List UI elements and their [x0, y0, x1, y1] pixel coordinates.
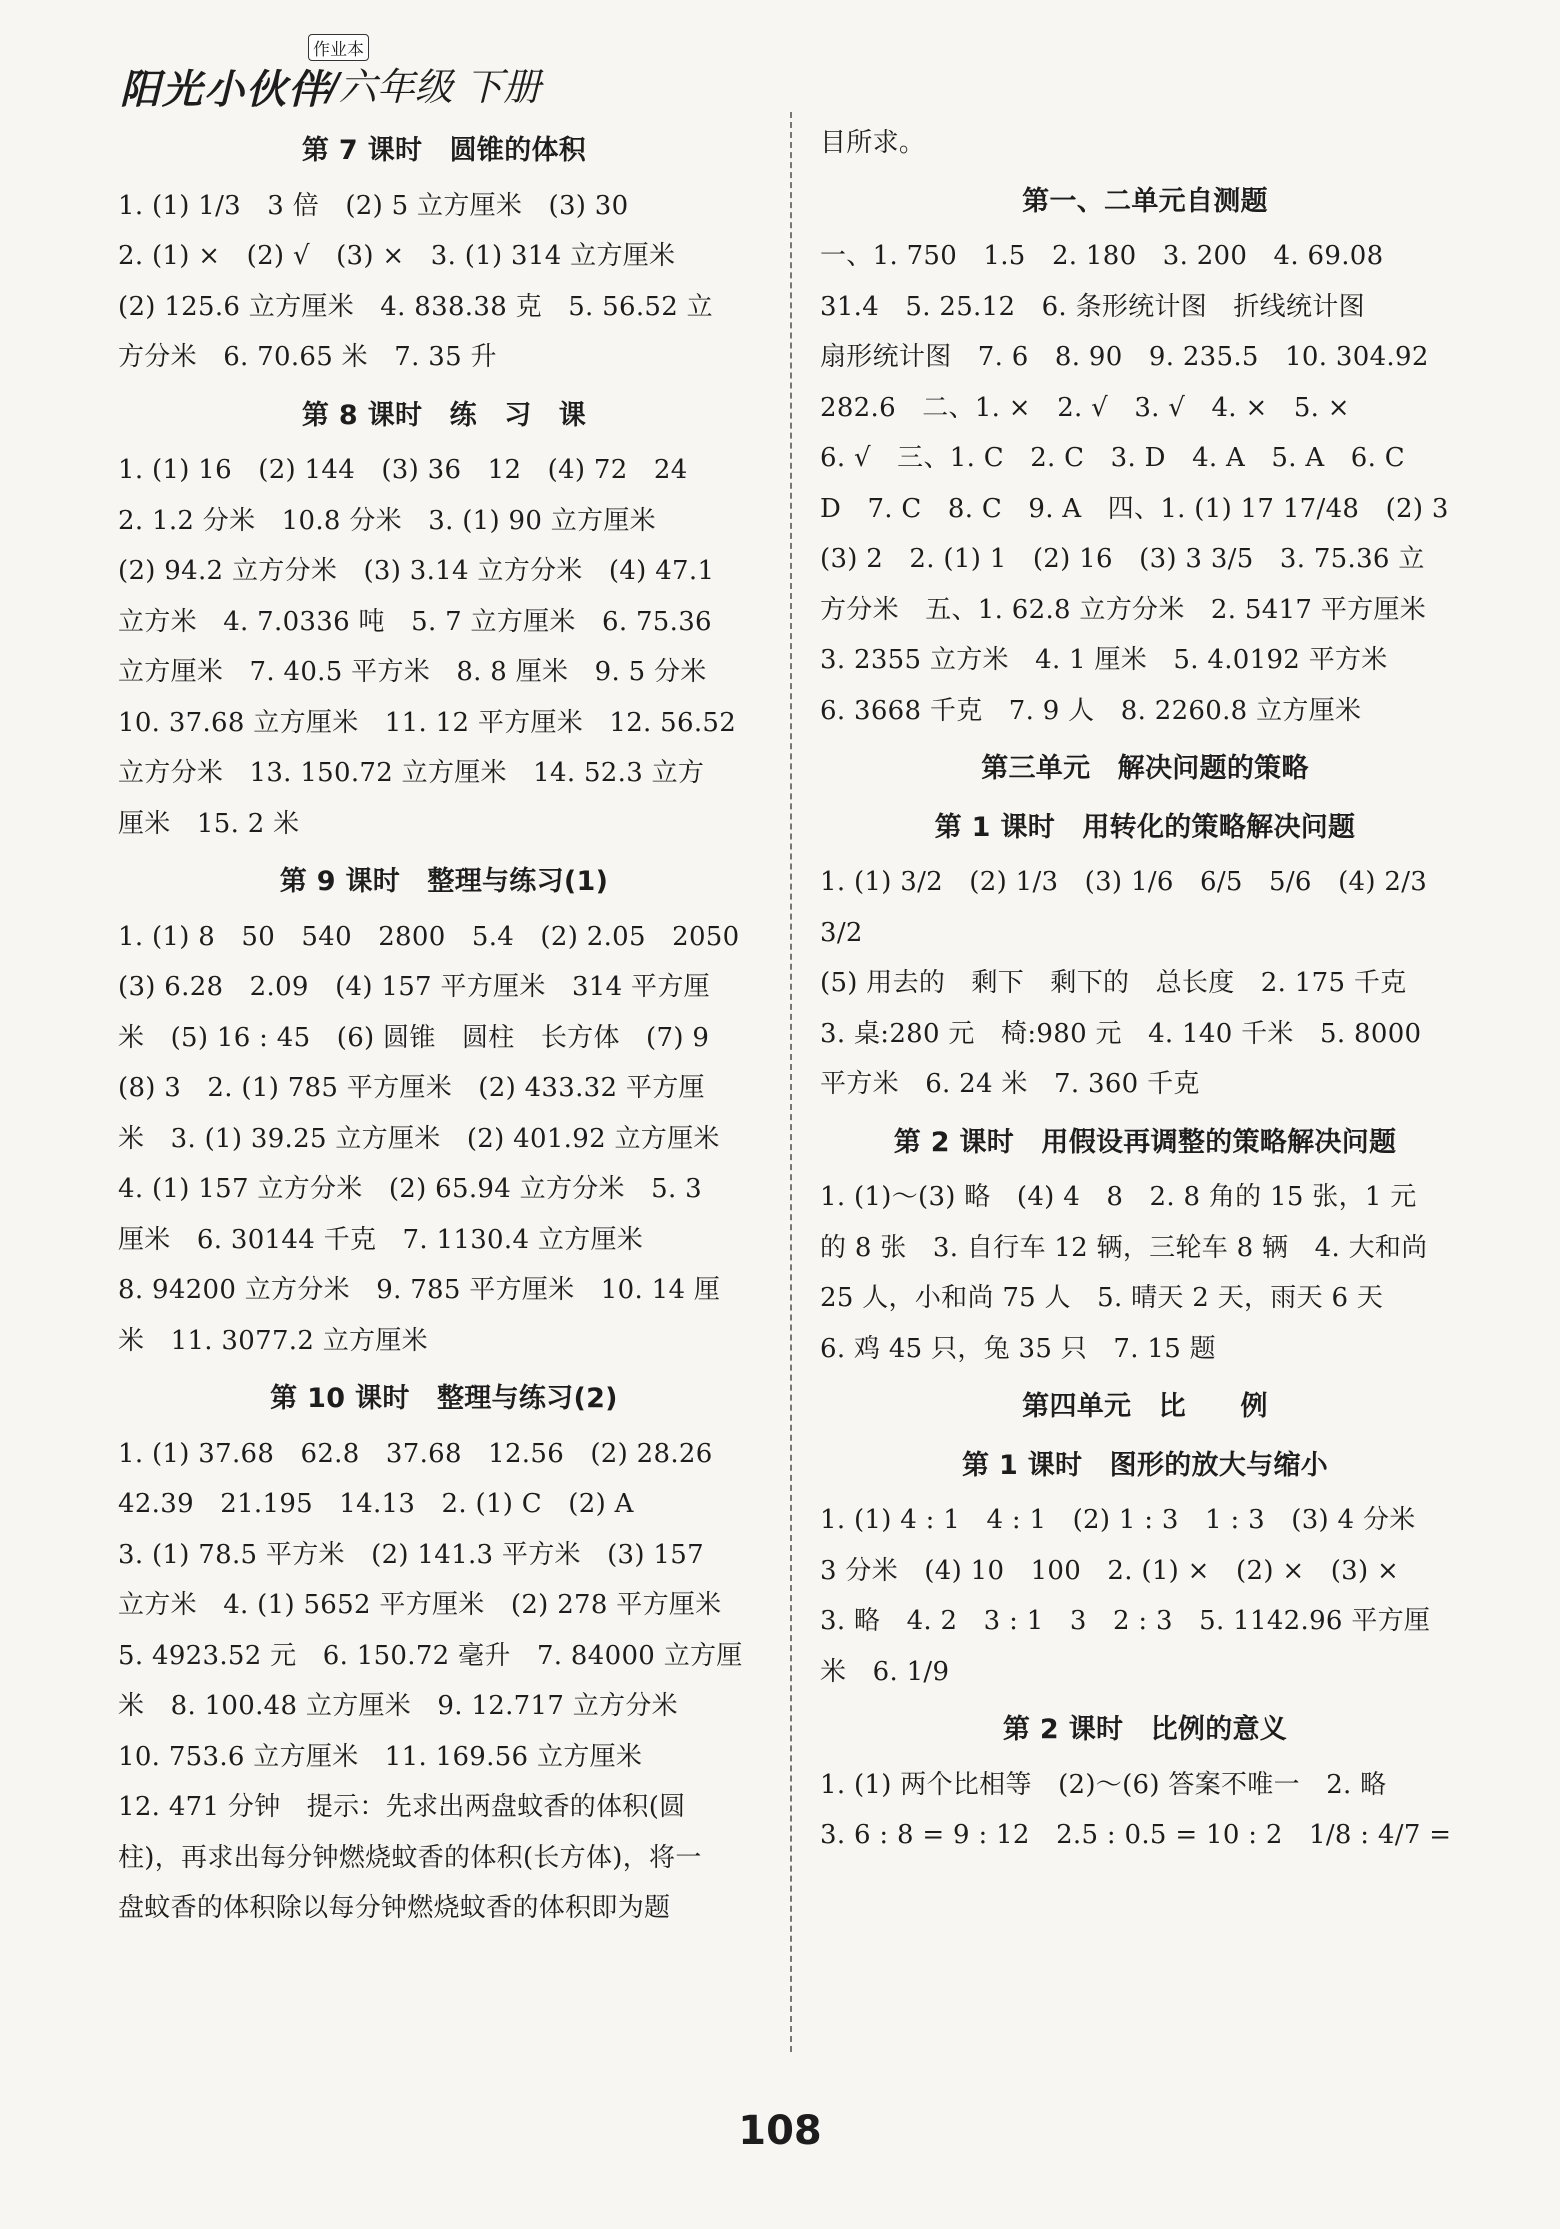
answer-line: 柱)，再求出每分钟燃烧蚊香的体积(长方体)，将一 — [118, 1842, 702, 1873]
answer-line: 6. √ 三、1. C 2. C 3. D 4. A 5. A 6. C — [820, 443, 1405, 473]
answer-line: 42.39 21.195 14.13 2. (1) C (2) A — [118, 1489, 634, 1519]
column-divider — [790, 112, 792, 2052]
answer-line: 盘蚊香的体积除以每分钟燃烧蚊香的体积即为题 — [118, 1893, 671, 1923]
answer-line: 方分米 五、1. 62.8 立方分米 2. 5417 平方厘米 — [820, 594, 1427, 625]
grade-label: /六年级 下册 — [326, 65, 541, 109]
right-column — [820, 118, 1470, 1861]
section-heading: 第 1 课时 用转化的策略解决问题 — [934, 811, 1356, 843]
answer-line: 的 8 张 3. 自行车 12 辆，三轮车 8 辆 4. 大和尚 — [820, 1232, 1428, 1263]
brand-title: 阳光小伙伴 — [120, 67, 330, 113]
answer-line: 2. (1) × (2) √ (3) × 3. (1) 314 立方厘米 — [118, 241, 676, 271]
answer-line: 米 8. 100.48 立方厘米 9. 12.717 立方分米 — [118, 1691, 678, 1721]
answer-line: 10. 753.6 立方厘米 11. 169.56 立方厘米 — [118, 1741, 643, 1772]
answer-line: 一、1. 750 1.5 2. 180 3. 200 4. 69.08 — [820, 241, 1384, 271]
answer-line: 米 6. 1/9 — [820, 1656, 950, 1687]
answer-line: 立方分米 13. 150.72 立方厘米 14. 52.3 立方 — [118, 758, 705, 788]
left-column — [118, 118, 770, 1934]
workbook-tag: 作业本 — [308, 34, 369, 61]
section-heading: 第 1 课时 图形的放大与缩小 — [961, 1449, 1329, 1481]
answer-line: 12. 471 分钟 提示：先求出两盘蚊香的体积(圆 — [118, 1792, 686, 1822]
answer-line: 立方米 4. (1) 5652 平方厘米 (2) 278 平方厘米 — [118, 1590, 722, 1620]
answer-line: 厘米 6. 30144 千克 7. 1130.4 立方厘米 — [118, 1224, 644, 1255]
answer-line: 米 3. (1) 39.25 立方厘米 (2) 401.92 立方厘米 — [118, 1123, 720, 1154]
answer-line: 1. (1) 4 : 1 4 : 1 (2) 1 : 3 1 : 3 (3) 4 分米 — [820, 1505, 1416, 1535]
answer-line: 3. 略 4. 2 3 : 1 3 2 : 3 5. 1142.96 平方厘 — [820, 1606, 1431, 1636]
section-heading: 第三单元 解决问题的策略 — [981, 753, 1309, 784]
answer-line: 1. (1) 两个比相等 (2)～(6) 答案不唯一 2. 略 — [820, 1769, 1387, 1800]
answer-line: 4. (1) 157 立方分米 (2) 65.94 立方分米 5. 3 — [118, 1174, 702, 1204]
answer-line: (3) 6.28 2.09 (4) 157 平方厘米 314 平方厘 — [118, 972, 710, 1002]
section-heading: 第四单元 比 例 — [1022, 1391, 1268, 1422]
answer-line: (5) 用去的 剩下 剩下的 总长度 2. 175 千克 — [820, 968, 1407, 998]
answer-line: D 7. C 8. C 9. A 四、1. (1) 17 17/48 (2) 3 — [820, 493, 1449, 524]
answer-line: 282.6 二、1. × 2. √ 3. √ 4. × 5. × — [820, 392, 1350, 423]
answer-line: 1. (1) 1/3 3 倍 (2) 5 立方厘米 (3) 30 — [118, 190, 629, 221]
answer-line: 米 (5) 16 : 45 (6) 圆锥 圆柱 长方体 (7) 9 — [118, 1022, 710, 1053]
answer-line: 1. (1) 8 50 540 2800 5.4 (2) 2.05 2050 — [118, 921, 740, 952]
answer-line: 2. 1.2 分米 10.8 分米 3. (1) 90 立方厘米 — [118, 505, 656, 536]
answer-line: (8) 3 2. (1) 785 平方厘米 (2) 433.32 平方厘 — [118, 1073, 705, 1103]
section-heading: 第 8 课时 练 习 课 — [301, 399, 587, 431]
section-heading: 第 9 课时 整理与练习(1) — [279, 866, 609, 897]
answer-line: 1. (1) 37.68 62.8 37.68 12.56 (2) 28.26 — [118, 1438, 713, 1469]
answer-line: 目所求。 — [820, 128, 926, 158]
answer-line: 3 分米 (4) 10 100 2. (1) × (2) × (3) × — [820, 1555, 1400, 1586]
answer-line: 1. (1)～(3) 略 (4) 4 8 2. 8 角的 15 张，1 元 — [820, 1182, 1417, 1212]
answer-line: 1. (1) 3/2 (2) 1/3 (3) 1/6 6/5 5/6 (4) 2/3 3/2 — [820, 867, 1454, 948]
answer-line: 厘米 15. 2 米 — [118, 808, 300, 839]
answer-line: 10. 37.68 立方厘米 11. 12 平方厘米 12. 56.52 — [118, 707, 737, 738]
answer-line: 扇形统计图 7. 6 8. 90 9. 235.5 10. 304.92 — [820, 342, 1429, 372]
section-heading: 第 10 课时 整理与练习(2) — [270, 1383, 618, 1414]
page-number: 108 — [738, 2108, 822, 2154]
answer-line: 立方厘米 7. 40.5 平方米 8. 8 厘米 9. 5 分米 — [118, 657, 707, 687]
answer-line: 8. 94200 立方分米 9. 785 平方厘米 10. 14 厘 — [118, 1275, 721, 1305]
answer-line: 平方米 6. 24 米 7. 360 千克 — [820, 1069, 1200, 1099]
answer-line: 31.4 5. 25.12 6. 条形统计图 折线统计图 — [820, 291, 1365, 322]
answer-line: 3. 2355 立方米 4. 1 厘米 5. 4.0192 平方米 — [820, 645, 1388, 675]
answer-line: 方分米 6. 70.65 米 7. 35 升 — [118, 342, 497, 372]
section-heading: 第 2 课时 用假设再调整的策略解决问题 — [893, 1126, 1397, 1158]
answer-line: 1. (1) 16 (2) 144 (3) 36 12 (4) 72 24 — [118, 455, 688, 485]
answer-line: 3. 6 : 8 = 9 : 12 2.5 : 0.5 = 10 : 2 1/8 : 4/7 = — [820, 1820, 1452, 1850]
answer-line: 6. 3668 千克 7. 9 人 8. 2260.8 立方厘米 — [820, 695, 1362, 726]
answer-line: 5. 4923.52 元 6. 150.72 毫升 7. 84000 立方厘 — [118, 1640, 743, 1671]
answer-line: 米 11. 3077.2 立方厘米 — [118, 1325, 428, 1356]
section-heading: 第一、二单元自测题 — [1022, 185, 1268, 217]
answer-line: 6. 鸡 45 只，兔 35 只 7. 15 题 — [820, 1333, 1216, 1364]
answer-line: 立方米 4. 7.0336 吨 5. 7 立方厘米 6. 75.36 — [118, 606, 712, 637]
answer-line: 25 人，小和尚 75 人 5. 晴天 2 天，雨天 6 天 — [820, 1283, 1384, 1313]
answer-line: 3. (1) 78.5 平方米 (2) 141.3 平方米 (3) 157 — [118, 1539, 704, 1570]
answer-line: (3) 2 2. (1) 1 (2) 16 (3) 3 3/5 3. 75.36 立 — [820, 544, 1425, 574]
section-heading: 第 2 课时 比例的意义 — [1002, 1714, 1288, 1745]
answer-line: (2) 125.6 立方厘米 4. 838.38 克 5. 56.52 立 — [118, 291, 713, 322]
section-heading: 第 7 课时 圆锥的体积 — [301, 135, 587, 166]
answer-line: 3. 桌:280 元 椅:980 元 4. 140 千米 5. 8000 — [820, 1018, 1422, 1049]
answer-line: (2) 94.2 立方分米 (3) 3.14 立方分米 (4) 47.1 — [118, 556, 715, 586]
